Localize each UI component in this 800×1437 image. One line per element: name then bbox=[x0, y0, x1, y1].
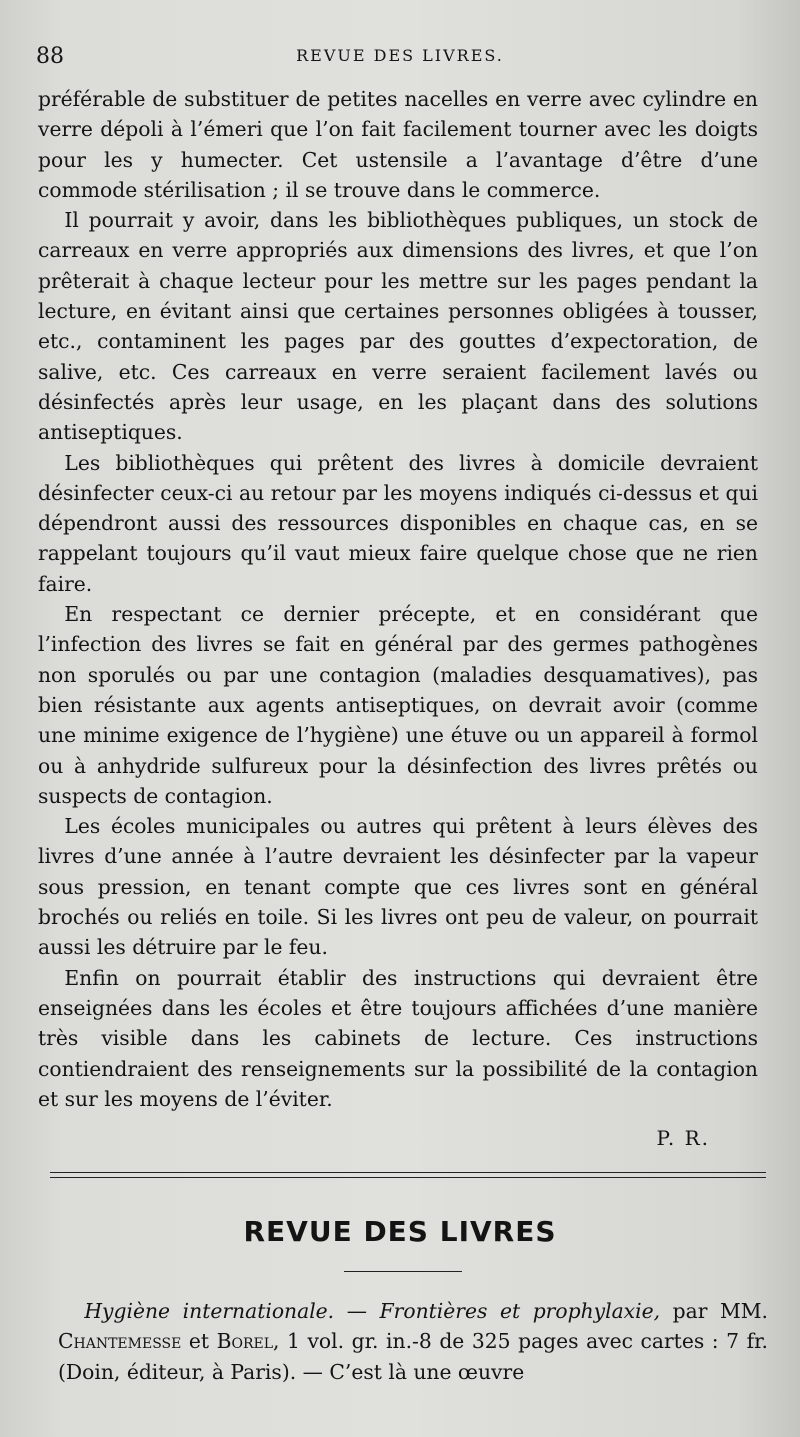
review-par: par MM. bbox=[660, 1299, 768, 1323]
double-rule-top bbox=[50, 1172, 766, 1173]
book-review-entry bbox=[58, 1296, 768, 1387]
review-title-2: Frontières et prophylaxie, bbox=[379, 1299, 661, 1323]
paragraph-4: En respectant ce dernier précepte, et en considérant que l’infection des livres se fait en général par des germes pathogènes non sporulés ou par une contagion (maladies desquamatives), pas bien résistante aux agents antiseptiques, on devrait avoir (comme une minime exigence de l’hygiène) une étuve ou un appareil à formol ou à anhydride sulfureux pour la désinfection des livres prêtés ou suspects de contagion. bbox=[38, 602, 758, 808]
page-number: 88 bbox=[36, 44, 64, 69]
review-author-2: Borel bbox=[216, 1329, 274, 1354]
paragraph-5: Les écoles municipales ou autres qui prêtent à leurs élèves des livres d’une année à l’autre devraient les désinfecter par la vapeur sous pression, en tenant compte que ces livres sont en général brochés ou reliés en toile. Si les livres ont peu de valeur, on pourrait aussi les détruire par le feu. bbox=[38, 814, 758, 960]
review-details: , 1 vol. gr. in.-8 de 325 pages avec cartes : 7 fr. (Doin, éditeur, à Paris). — C’est là une œuvre bbox=[58, 1329, 769, 1384]
paragraph-3: Les bibliothèques qui prêtent des livres à domicile devraient désinfecter ceux-ci au retour par les moyens indiqués ci-dessus et qui dépendront aussi des ressources disponibles en chaque cas, en se rappelant toujours qu’il vaut mieux faire quelque chose que ne rien faire. bbox=[38, 450, 758, 596]
review-dash: — bbox=[334, 1299, 380, 1323]
paragraph-2: Il pourrait y avoir, dans les bibliothèques publiques, un stock de carreaux en verre appropriés aux dimensions des livres, et que l’on prêterait à chaque lecteur pour les mettre sur les pages pendant la lecture, en évitant ainsi que certaines personnes obligées à tousser, etc., contaminent les pages par des gouttes d’expectoration, de salive, etc. Ces carreaux en verre seraient facilement lavés ou désinfectés après leur usage, en les plaçant dans des solutions antiseptiques. bbox=[38, 208, 758, 445]
section-title: REVUE DES LIVRES bbox=[243, 1215, 557, 1248]
article-body bbox=[38, 84, 758, 1114]
paragraph-1: préférable de substituer de petites nacelles en verre avec cylindre en verre dépoli à l’émeri que l’on fait facilement tourner avec les doigts pour les y humecter. Cet ustensile a l’avantage d’être d’une commode stérilisation ; il se trouve dans le commerce. bbox=[38, 87, 758, 202]
review-title-1: Hygiène internationale. bbox=[84, 1299, 335, 1323]
running-title: REVUE DES LIVRES. bbox=[296, 46, 504, 65]
title-underline bbox=[344, 1271, 462, 1272]
review-et: et bbox=[181, 1329, 217, 1354]
double-rule-bottom bbox=[50, 1177, 766, 1178]
paragraph-6: Enfin on pourrait établir des instructions qui devraient être enseignées dans les écoles et être toujours affichées d’une manière très visible dans les cabinets de lecture. Ces instructions contiendraient des renseignements sur la possibilité de la contagion et sur les moyens de l’éviter. bbox=[38, 965, 758, 1111]
author-signature: P. R. bbox=[656, 1126, 710, 1150]
review-author-1: Chantemesse bbox=[58, 1329, 182, 1354]
